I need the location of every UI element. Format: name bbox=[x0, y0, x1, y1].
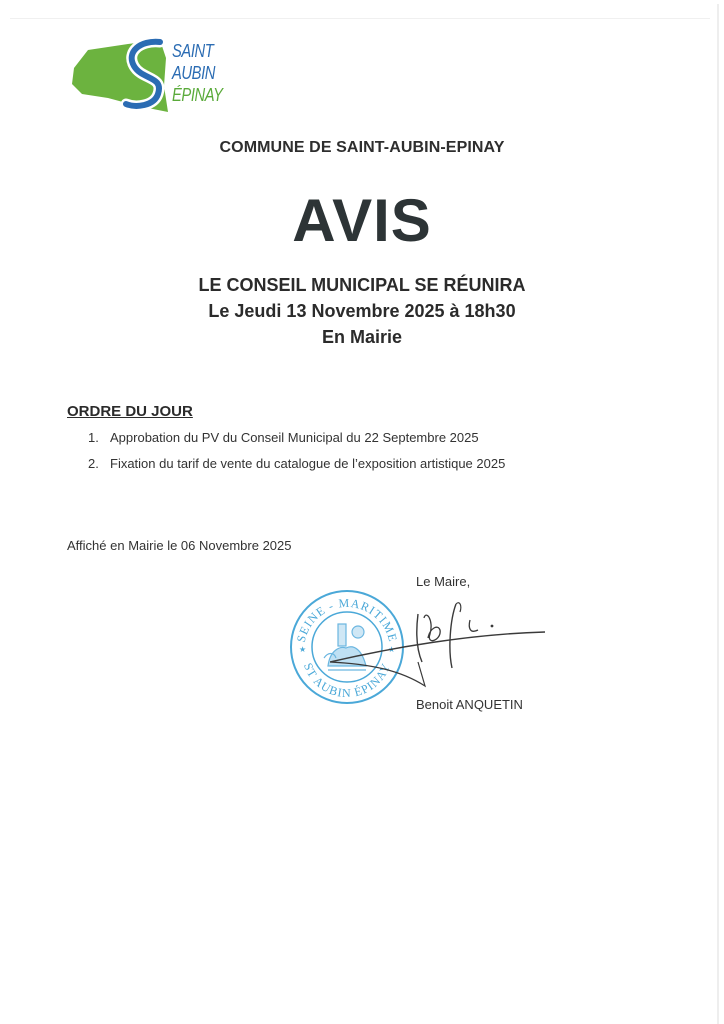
seal-star-left: ★ bbox=[299, 645, 307, 654]
mayor-label: Le Maire, bbox=[416, 574, 471, 589]
meeting-line-date: Le Jeudi 13 Novembre 2025 à 18h30 bbox=[208, 301, 516, 321]
scan-edge-right bbox=[717, 4, 719, 1024]
agenda-item bbox=[88, 430, 505, 456]
seal-star-right: ★ bbox=[388, 645, 396, 654]
mayor-name: Benoit ANQUETIN bbox=[416, 697, 523, 712]
agenda-item-number: 2. bbox=[88, 456, 99, 471]
mayor-signature bbox=[330, 590, 550, 690]
meeting-line-place: En Mairie bbox=[321, 327, 403, 347]
meeting-announcement bbox=[0, 272, 724, 350]
logo-word-saint: SAINT bbox=[172, 41, 214, 61]
seal-bottom-text: ST AUBIN ÉPINAY bbox=[300, 660, 394, 701]
logo-word-aubin: AUBIN bbox=[172, 63, 216, 83]
commune-heading: COMMUNE DE SAINT-AUBIN-EPINAY bbox=[219, 139, 505, 156]
agenda-title: ORDRE DU JOUR bbox=[67, 403, 193, 420]
agenda-list bbox=[88, 430, 505, 482]
agenda-item bbox=[88, 456, 505, 482]
posted-date: Affiché en Mairie le 06 Novembre 2025 bbox=[67, 538, 292, 553]
meeting-line-council: LE CONSEIL MUNICIPAL SE RÉUNIRA bbox=[198, 275, 526, 295]
notice-title: AVIS bbox=[292, 187, 432, 254]
logo-word-epinay: ÉPINAY bbox=[172, 85, 223, 105]
agenda-item-text: Approbation du PV du Conseil Municipal du 22 Septembre 2025 bbox=[110, 430, 479, 445]
logo-wordmark bbox=[172, 40, 223, 106]
scan-edge-top bbox=[10, 18, 710, 19]
seal-top-text: SEINE - MARITIME bbox=[293, 595, 401, 644]
agenda-item-number: 1. bbox=[88, 430, 99, 445]
agenda-item-text: Fixation du tarif de vente du catalogue de l’exposition artistique 2025 bbox=[110, 456, 506, 471]
